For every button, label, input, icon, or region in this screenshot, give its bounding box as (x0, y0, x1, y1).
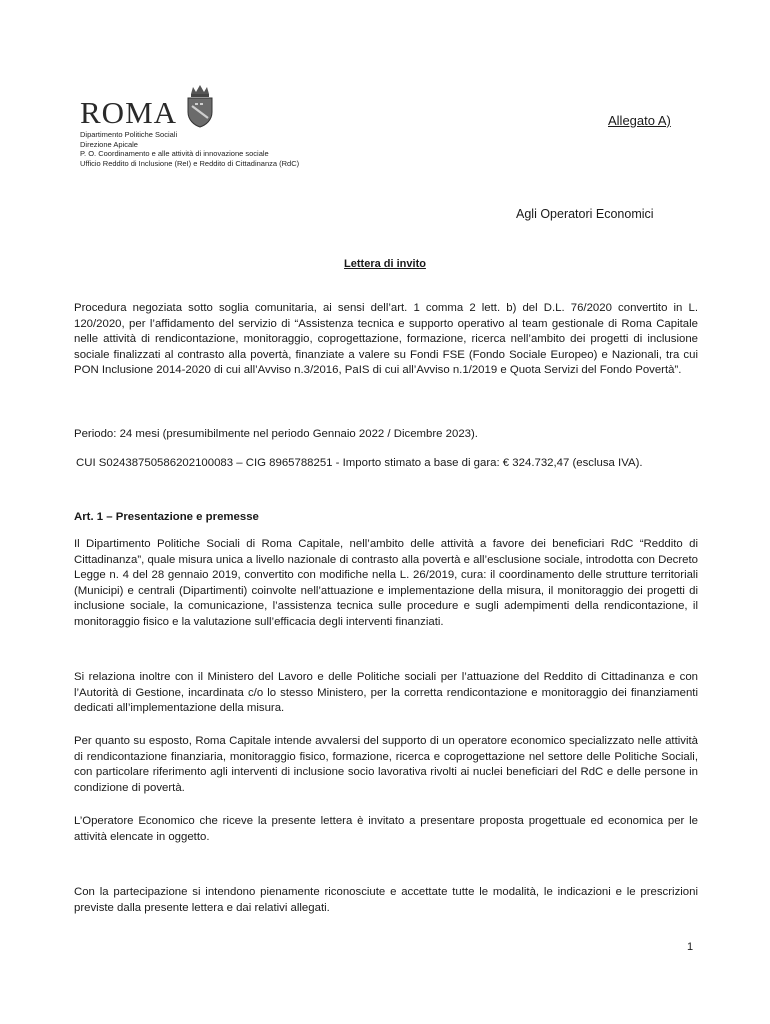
article-heading: Art. 1 – Presentazione e premesse (74, 511, 259, 523)
department-line: Ufficio Reddito di Inclusione (ReI) e Reddito di Cittadinanza (RdC) (80, 158, 300, 168)
logo-wordmark: ROMA (80, 95, 178, 130)
procedure-paragraph: Procedura negoziata sotto soglia comunitaria, ai sensi dell’art. 1 comma 2 lett. b) del D.L. 76/2020 convertito in L. 120/2020, per l’affidamento del servizio di “Assistenza tecnica e supporto operativo al team gestionale di Roma Capitale nelle attività di rendicontazione, monitoraggio, coprogettazione, formazione, ricerca nell’ambito dei progetti di inclusione sociale finalizzati al contrasto alla povertà, finanziate a valere su Fondi FSE (Fondo Sociale Europeo) e Nazionali, tra cui PON Inclusione 2014-2020 di cui all’Avviso n.3/2016, PaIS di cui all’Avviso n.1/2019 e Quota Servizi del Fondo Povertà”. (74, 302, 698, 377)
article-paragraph: Il Dipartimento Politiche Sociali di Roma Capitale, nell’ambito delle attività a favore dei beneficiari RdC “Reddito di Cittadinanza”, quale misura unica a livello nazionale di contrasto alla povertà e all’esclusione sociale, introdotta con Decreto Legge n. 4 del 28 gennaio 2019, convertito con modifiche nella L. 26/2019, cura: il coordinamento delle strutture territoriali (Municipi) e centrali (Dipartimenti) coinvolte nell’attuazione e implementazione della misura, il monitoraggio dei progetti di inclusione sociale, la comunicazione, l’assistenza tecnica sulle procedure e sugli adempimenti della rendicontazione, il monitoraggio fisico e la valutazione sull’efficacia degli interventi finanziati. (74, 538, 698, 628)
codes-line: CUI S02438750586202100083 – CIG 8965788251 - Importo stimato a base di gara: € 324.732,47 (esclusa IVA). (76, 457, 643, 469)
department-block (80, 130, 299, 168)
article-paragraph-3-block (74, 734, 698, 796)
article-paragraph-5-block (74, 885, 698, 916)
period-line: Periodo: 24 mesi (presumibilmente nel periodo Gennaio 2022 / Dicembre 2023). (74, 428, 478, 440)
procedure-paragraph-block (74, 301, 698, 379)
annex-label: Allegato A) (608, 113, 671, 128)
department-line: Direzione Apicale (80, 139, 138, 149)
article-paragraph-2-block (74, 670, 698, 717)
document-title: Lettera di invito (344, 258, 426, 270)
article-paragraph: Per quanto su esposto, Roma Capitale intende avvalersi del supporto di un operatore economico specializzato nelle attività di rendicontazione finanziaria, monitoraggio fisico, formazione, ricerca e coprogettazione nel settore delle Politiche Sociali, con particolare riferimento agli interventi di inclusione socio lavorativa rivolti ai nuclei beneficiari del RdC e delle persone in condizione di povertà. (74, 735, 698, 794)
department-line: P. O. Coordinamento e alle attività di innovazione sociale (80, 149, 269, 158)
recipient: Agli Operatori Economici (516, 207, 654, 221)
article-paragraph: Con la partecipazione si intendono pienamente riconosciute e accettate tutte le modalità, le indicazioni e le prescrizioni previste dalla presente lettera e dai relativi allegati. (74, 886, 698, 914)
roma-crest-icon (183, 84, 217, 128)
article-paragraph: Si relaziona inoltre con il Ministero del Lavoro e delle Politiche sociali per l’attuazione del Reddito di Cittadinanza e con l’Autorità di Gestione, incardinata c/o lo stesso Ministero, per la corretta rendicontazione e monitoraggio dei finanziamenti dedicati all’implementazione della misura. (74, 671, 698, 715)
codes-block (76, 456, 700, 472)
department-line: Dipartimento Politiche Sociali (80, 130, 178, 139)
article-paragraph: L’Operatore Economico che riceve la presente lettera è invitato a presentare proposta progettuale ed economica per le attività elencate in oggetto. (74, 815, 698, 843)
article-paragraph-4-block (74, 814, 698, 845)
article-paragraph-1-block (74, 537, 698, 631)
period-block (74, 427, 698, 443)
roma-logo (80, 84, 217, 128)
page-number: 1 (687, 941, 694, 953)
